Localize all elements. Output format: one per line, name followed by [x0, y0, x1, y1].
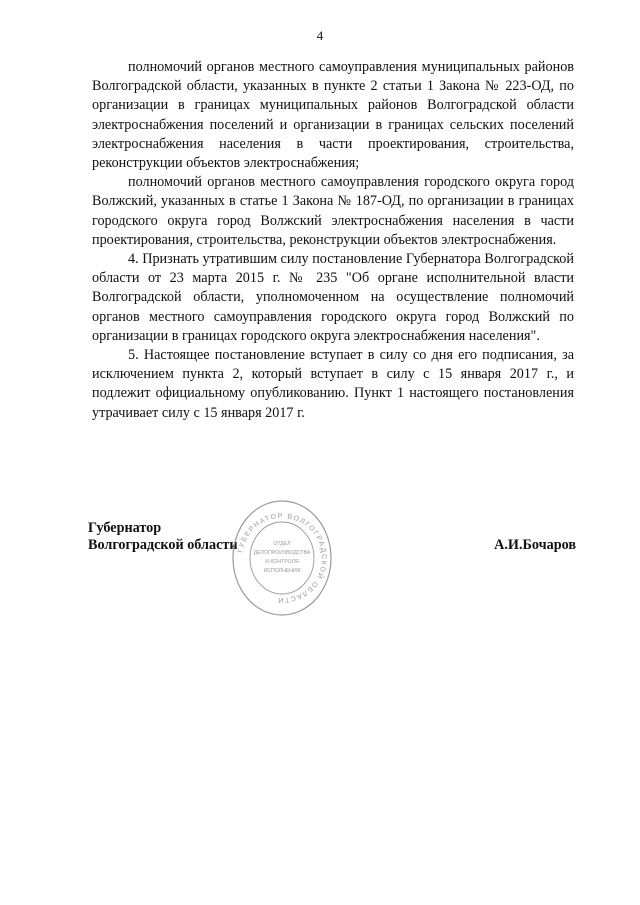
paragraph-4: 5. Настоящее постановление вступает в силу со дня его подписания, за исключением пункта 2, который вступает в силу с 15 января 2017 г., и подлежит официальному опубликованию. Пункт 1 настоящего постановления утрачивает силу с 15 января 2017 г.: [92, 347, 574, 421]
seal-inner-ring: [250, 522, 314, 594]
seal-inner-line-1: ОТДЕЛ: [273, 541, 291, 547]
signatory-name: А.И.Бочаров: [494, 537, 576, 553]
signatory-position: [88, 520, 238, 554]
seal-inner-line-2: ДЕЛОПРОИЗВОДСТВА: [253, 550, 311, 556]
document-body: [92, 58, 574, 423]
paragraph-3: 4. Признать утратившим силу постановление Губернатора Волгоградской области от 23 марта 2015 г. № 235 "Об органе исполнительной власти Волгоградской области, уполномоченном на осуществление полномочий органов местного самоуправления городского округа город Волжский по организации в границах городского округа электроснабжения населения".: [92, 251, 574, 344]
seal-inner-line-3: И КОНТРОЛЯ: [265, 559, 299, 565]
seal-outer-text: ГУБЕРНАТОР ВОЛГОГРАДСКОЙ ОБЛАСТИ: [237, 512, 328, 604]
seal-stamp-graphic: [230, 498, 334, 618]
paragraph-2: полномочий органов местного самоуправления городского округа город Волжский, указанных в статье 1 Закона № 187-ОД, по организации в границах городского округа город Волжский электроснабжения населения в части проектирования, строительства, реконструкции объектов электроснабжения.: [92, 174, 574, 248]
signatory-position-line2: Волгоградской области: [88, 537, 238, 553]
official-seal-stamp: [230, 498, 334, 618]
signatory-position-line1: Губернатор: [88, 520, 162, 536]
page-number: 4: [316, 28, 324, 43]
paragraph-1: полномочий органов местного самоуправления муниципальных районов Волгоградской области, указанных в пункте 2 статьи 1 Закона № 223-ОД, по организации в границах муниципальных районов Волгоградской области электроснабжения поселений и организации в границах сельских поселений электроснабжения населения в части проектирования, строительства, реконструкции объектов электроснабжения;: [92, 59, 574, 172]
seal-inner-line-4: ИСПОЛНЕНИЯ: [263, 568, 301, 574]
